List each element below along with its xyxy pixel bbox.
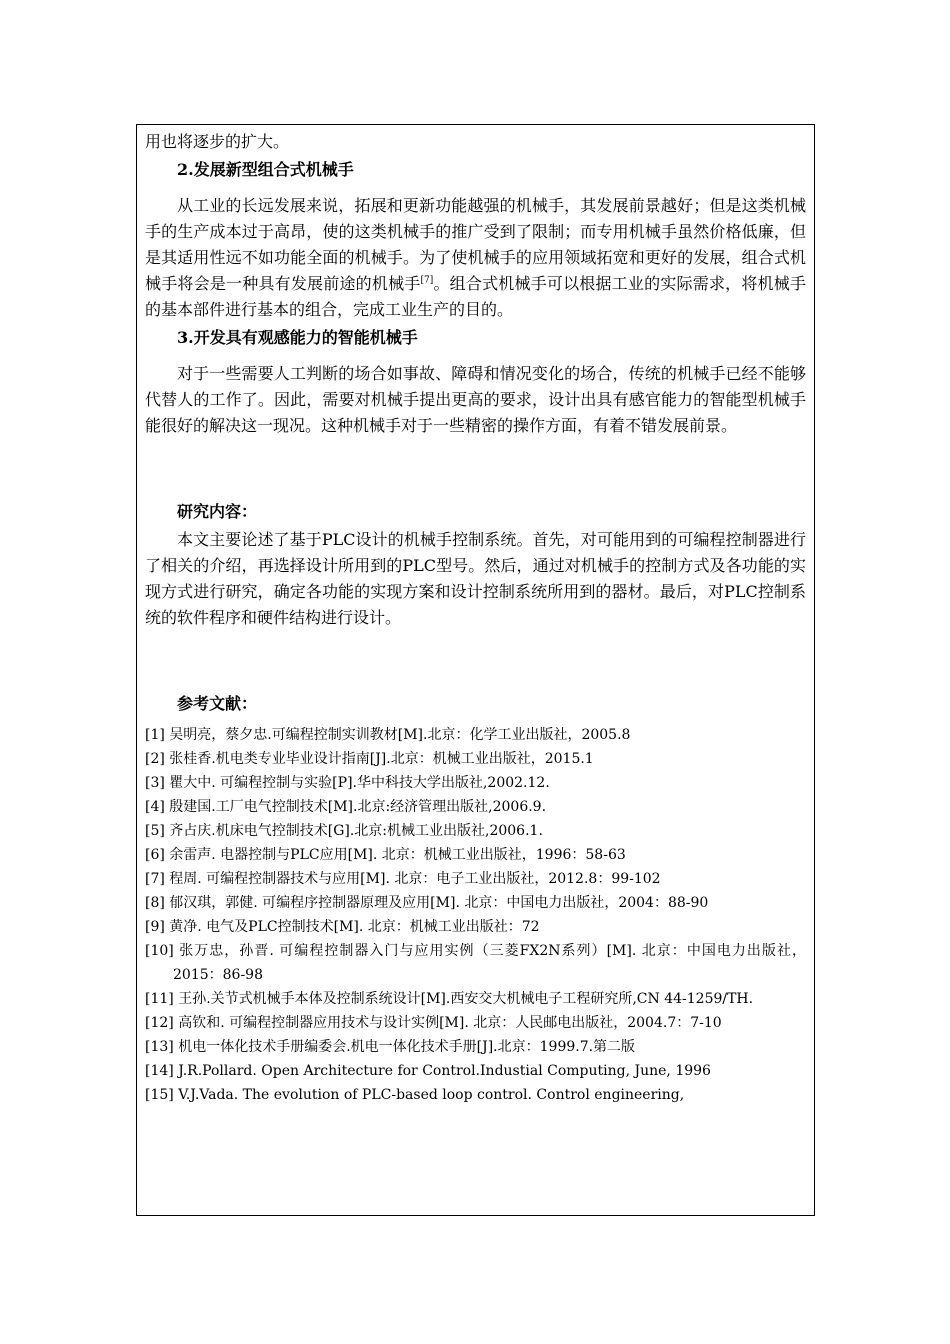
reference-item: [6] 余雷声. 电器控制与PLC应用[M]. 北京：机械工业出版社，1996：58-63 — [145, 847, 626, 863]
heading-combined-manipulator: 2.发展新型组合式机械手 — [177, 160, 354, 179]
continuation-text: 用也将逐步的扩大。 — [145, 132, 290, 151]
citation-7: [7] — [420, 275, 434, 286]
paragraph-intelligent-manipulator: 对于一些需要人工判断的场合如事故、障碍和情况变化的场合，传统的机械手已经不能够代替人的工作了。因此，需要对机械手提出更高的要求，设计出具有感官能力的智能型机械手能很好的解决这一现况。这种机械手对于一些精密的操作方面，有着不错发展前景。 — [145, 364, 806, 435]
reference-item: [5] 齐占庆.机床电气控制技术[G].北京:机械工业出版社,2006.1. — [145, 823, 543, 839]
reference-item: [7] 程周. 可编程控制器技术与应用[M]. 北京：电子工业出版社，2012.8：99-102 — [145, 871, 661, 887]
reference-item: [14] J.R.Pollard. Open Architecture for Control.Industial Computing, June, 1996 — [145, 1063, 711, 1079]
reference-item: [9] 黄净. 电气及PLC控制技术[M]. 北京：机械工业出版社：72 — [145, 919, 540, 935]
reference-item: [4] 殷建国.工厂电气控制技术[M].北京:经济管理出版社,2006.9. — [145, 799, 547, 815]
paragraph-combined-manipulator: 从工业的长远发展来说，拓展和更新功能越强的机械手，其发展前景越好；但是这类机械手的生产成本过于高昂，使的这类机械手的推广受到了限制；而专用机械手虽然价格低廉，但是其适用性远不如功能全面的机械手。为了使机械手的应用领域拓宽和更好的发展，组合式机械手将会是一种具有发展前途的机械手[7]。组合式机械手可以根据工业的实际需求，将机械手的基本部件进行基本的组合，完成工业生产的目的。 — [145, 196, 806, 319]
document-frame — [136, 124, 815, 1216]
heading-references: 参考文献： — [177, 694, 258, 713]
reference-item: [8] 郁汉琪，郭健. 可编程序控制器原理及应用[M]. 北京：中国电力出版社，2004：88-90 — [145, 895, 709, 911]
reference-item: [10] 张万忠，孙晋. 可编程控制器入门与应用实例（三菱FX2N系列）[M]. 北京：中国电力出版社，2015：86-98 — [145, 943, 806, 983]
reference-list — [145, 723, 806, 1107]
reference-item: [2] 张桂香.机电类专业毕业设计指南[J].北京：机械工业出版社，2015.1 — [145, 751, 594, 767]
document-body — [137, 125, 814, 1107]
heading-research-content: 研究内容： — [177, 502, 258, 521]
reference-item: [11] 王孙.关节式机械手本体及控制系统设计[M].西安交大机械电子工程研究所,CN 44-1259/TH. — [145, 991, 754, 1007]
reference-item: [13] 机电一体化技术手册编委会.机电一体化技术手册[J].北京：1999.7.第二版 — [145, 1039, 636, 1055]
reference-item: [1] 吴明亮，蔡夕忠.可编程控制实训教材[M].北京：化学工业出版社，2005.8 — [145, 727, 631, 743]
reference-item: [15] V.J.Vada. The evolution of PLC-based loop control. Control engineering, — [145, 1087, 685, 1103]
paragraph-research-content: 本文主要论述了基于PLC设计的机械手控制系统。首先，对可能用到的可编程控制器进行了相关的介绍，再选择设计所用到的PLC型号。然后，通过对机械手的控制方式及各功能的实现方式进行研究，确定各功能的实现方案和设计控制系统所用到的器材。最后，对PLC控制系统的软件程序和硬件结构进行设计。 — [145, 530, 806, 627]
reference-item: [12] 高钦和. 可编程控制器应用技术与设计实例[M]. 北京：人民邮电出版社，2004.7：7-10 — [145, 1015, 722, 1031]
reference-item: [3] 瞿大中. 可编程控制与实验[P].华中科技大学出版社,2002.12. — [145, 775, 550, 791]
heading-intelligent-manipulator: 3.开发具有观感能力的智能机械手 — [177, 328, 418, 347]
